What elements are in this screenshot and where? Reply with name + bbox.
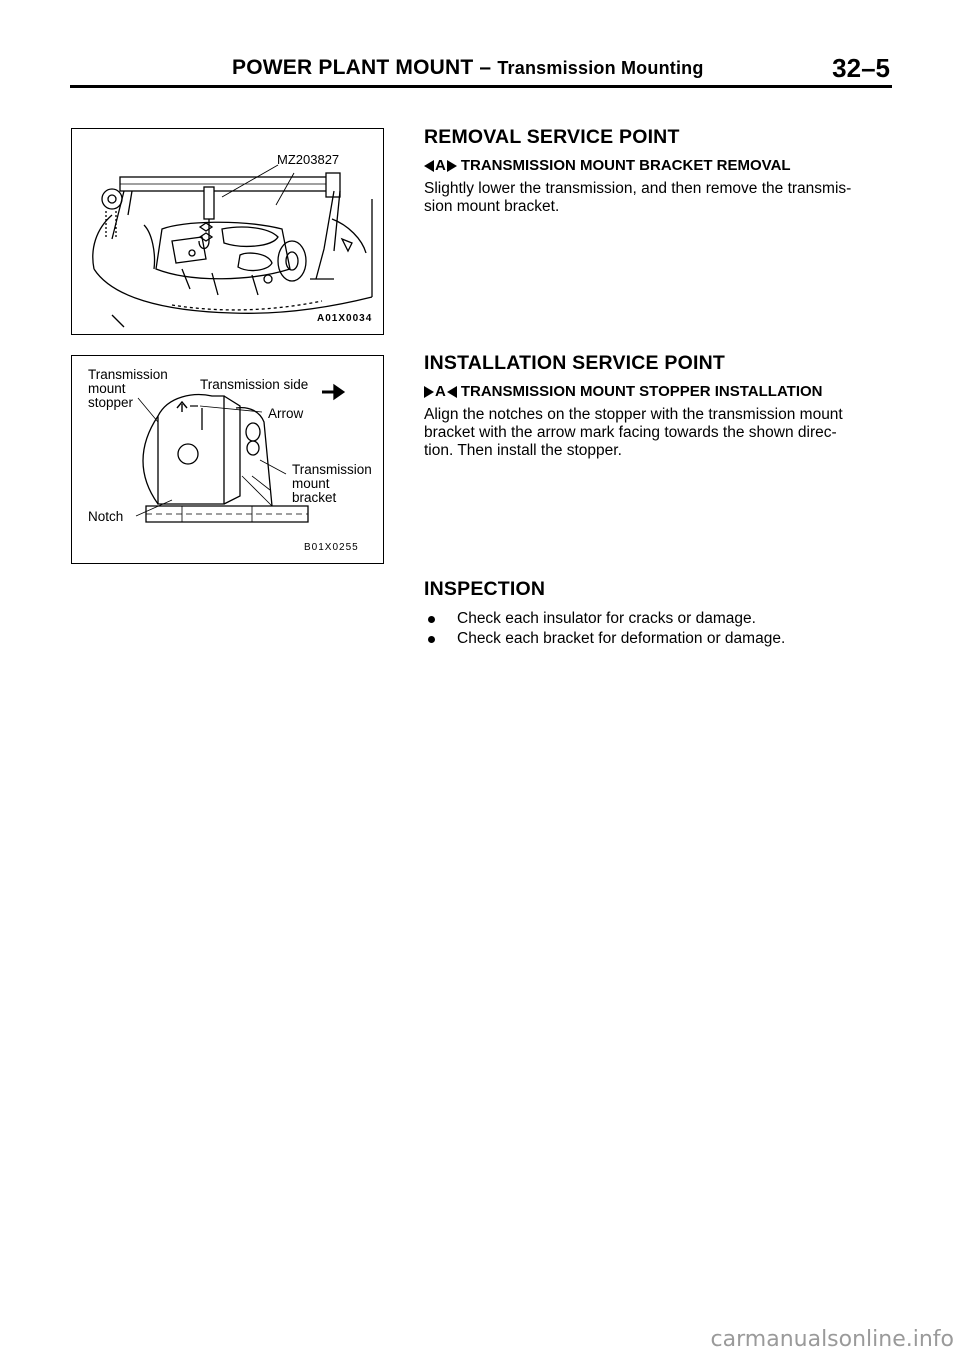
- list-item: [424, 629, 894, 649]
- right-triangle-icon: [424, 386, 434, 398]
- notch-label: Notch: [88, 509, 124, 524]
- stopper-label-line-3: stopper: [88, 395, 134, 410]
- installation-heading: INSTALLATION SERVICE POINT: [424, 352, 725, 374]
- inspection-section: [424, 578, 894, 649]
- page-title: [232, 56, 704, 80]
- step-mark-removal: [424, 157, 457, 174]
- inspection-item-text: Check each bracket for deformation or damage.: [457, 630, 786, 647]
- removal-section: [424, 126, 894, 216]
- inspection-heading: INSPECTION: [424, 578, 546, 600]
- page-header: [70, 50, 892, 86]
- list-item: [424, 609, 894, 629]
- left-triangle-icon: [447, 386, 457, 398]
- inspection-item-text: Check each insulator for cracks or damage.: [457, 610, 756, 627]
- left-triangle-icon: [424, 160, 434, 172]
- arrow-label: Arrow: [268, 406, 304, 421]
- installation-line-2: bracket with the arrow mark facing towards the shown direc-: [424, 424, 837, 441]
- bullet-icon: [428, 636, 435, 643]
- right-triangle-icon: [447, 160, 457, 172]
- installation-step-title: [424, 383, 894, 400]
- removal-line-2: sion mount bracket.: [424, 198, 560, 215]
- bracket-label-line-1: Transmission: [292, 462, 372, 477]
- inspection-list: [424, 609, 894, 649]
- title-main: POWER PLANT MOUNT: [232, 56, 474, 79]
- installation-line-3: tion. Then install the stopper.: [424, 442, 622, 459]
- installation-section: [424, 352, 894, 460]
- stopper-label: [88, 368, 168, 410]
- removal-line-1: Slightly lower the transmission, and then remove the transmis-: [424, 180, 852, 197]
- bracket-label: [292, 463, 372, 505]
- installation-text: [424, 406, 894, 460]
- step-letter: A: [435, 383, 446, 400]
- tool-callout-label: MZ203827: [277, 152, 340, 167]
- footer-watermark[interactable]: carmanualsonline.info: [710, 1327, 954, 1352]
- title-sub: Transmission Mounting: [497, 58, 704, 78]
- removal-step-title: [424, 157, 894, 174]
- step-title-text: TRANSMISSION MOUNT STOPPER INSTALLATION: [460, 383, 823, 400]
- step-letter: A: [435, 157, 446, 174]
- figure-mount-stopper: [71, 355, 384, 564]
- stopper-label-line-1: Transmission: [88, 367, 168, 382]
- bracket-label-line-3: bracket: [292, 490, 337, 505]
- figure1-code: A01X0034: [317, 313, 373, 324]
- bullet-icon: [428, 616, 435, 623]
- installation-line-1: Align the notches on the stopper with the transmission mount: [424, 406, 843, 423]
- removal-text: [424, 180, 894, 216]
- figure-engine-support-tool: [71, 128, 384, 335]
- removal-heading: REMOVAL SERVICE POINT: [424, 126, 680, 148]
- bracket-label-line-2: mount: [292, 476, 330, 491]
- step-title-text: TRANSMISSION MOUNT BRACKET REMOVAL: [460, 157, 791, 174]
- stopper-label-line-2: mount: [88, 381, 126, 396]
- title-separator: –: [473, 56, 498, 79]
- figure2-code: B01X0255: [304, 542, 359, 553]
- header-rule: [70, 85, 892, 88]
- transmission-side-label: Transmission side: [200, 377, 309, 392]
- step-mark-installation: [424, 383, 457, 400]
- page-number: 32–5: [832, 53, 890, 83]
